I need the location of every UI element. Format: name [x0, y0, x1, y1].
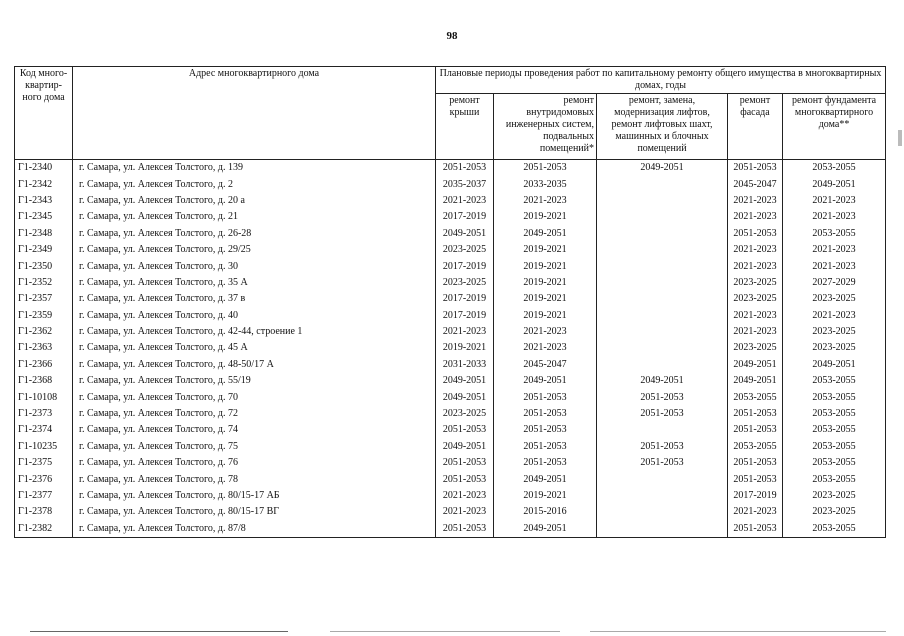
cell-roof: 2017-2019	[436, 258, 494, 274]
cell-facade: 2021-2023	[728, 504, 783, 520]
table-row	[15, 226, 886, 242]
header-row-top	[15, 67, 886, 94]
cell-roof: 2021-2023	[436, 488, 494, 504]
cell-address: г. Самара, ул. Алексея Толстого, д. 35 А	[73, 275, 436, 291]
cell-systems: 2019-2021	[494, 209, 597, 225]
cell-foundation: 2021-2023	[783, 308, 886, 324]
cell-code: Г1-2377	[15, 488, 73, 504]
cell-code: Г1-2375	[15, 455, 73, 471]
cell-roof: 2051-2053	[436, 471, 494, 487]
cell-address: г. Самара, ул. Алексея Толстого, д. 42-44, строение 1	[73, 324, 436, 340]
cell-foundation: 2049-2051	[783, 357, 886, 373]
header-address: Адрес многоквартирного дома	[73, 67, 436, 160]
cell-facade: 2017-2019	[728, 488, 783, 504]
cell-address: г. Самара, ул. Алексея Толстого, д. 45 А	[73, 340, 436, 356]
cell-code: Г1-2362	[15, 324, 73, 340]
cell-roof: 2023-2025	[436, 406, 494, 422]
cell-code: Г1-2348	[15, 226, 73, 242]
cell-roof: 2051-2053	[436, 160, 494, 177]
cell-lifts: 2051-2053	[597, 439, 728, 455]
cell-roof: 2019-2021	[436, 340, 494, 356]
cell-address: г. Самара, ул. Алексея Толстого, д. 21	[73, 209, 436, 225]
table-row	[15, 209, 886, 225]
cell-facade: 2051-2053	[728, 521, 783, 538]
table-row	[15, 340, 886, 356]
cell-address: г. Самара, ул. Алексея Толстого, д. 29/25	[73, 242, 436, 258]
cell-code: Г1-2345	[15, 209, 73, 225]
cell-roof: 2035-2037	[436, 176, 494, 192]
cell-foundation: 2023-2025	[783, 504, 886, 520]
cell-foundation: 2053-2055	[783, 422, 886, 438]
cell-lifts	[597, 422, 728, 438]
cell-address: г. Самара, ул. Алексея Толстого, д. 80/15-17 ВГ	[73, 504, 436, 520]
cell-code: Г1-10235	[15, 439, 73, 455]
header-systems: ремонт внутридомовых инженерных систем, подвальных помещений*	[494, 94, 597, 160]
cell-code: Г1-2373	[15, 406, 73, 422]
cell-roof: 2021-2023	[436, 193, 494, 209]
cell-code: Г1-2378	[15, 504, 73, 520]
cell-code: Г1-2357	[15, 291, 73, 307]
table-row	[15, 291, 886, 307]
cell-foundation: 2023-2025	[783, 291, 886, 307]
cell-lifts	[597, 258, 728, 274]
cell-lifts	[597, 308, 728, 324]
cell-facade: 2021-2023	[728, 193, 783, 209]
table-row	[15, 258, 886, 274]
cell-lifts	[597, 209, 728, 225]
cell-systems: 2051-2053	[494, 455, 597, 471]
table-row	[15, 504, 886, 520]
table-row	[15, 439, 886, 455]
cell-foundation: 2049-2051	[783, 176, 886, 192]
cell-foundation: 2053-2055	[783, 389, 886, 405]
cell-facade: 2021-2023	[728, 242, 783, 258]
table-row	[15, 193, 886, 209]
cell-facade: 2021-2023	[728, 209, 783, 225]
cell-lifts	[597, 193, 728, 209]
cell-facade: 2051-2053	[728, 406, 783, 422]
table-row	[15, 406, 886, 422]
cell-foundation: 2023-2025	[783, 340, 886, 356]
cell-roof: 2051-2053	[436, 455, 494, 471]
cell-systems: 2051-2053	[494, 389, 597, 405]
table-row	[15, 422, 886, 438]
cell-lifts	[597, 291, 728, 307]
header-facade: ремонт фасада	[728, 94, 783, 160]
cell-systems: 2019-2021	[494, 488, 597, 504]
cell-address: г. Самара, ул. Алексея Толстого, д. 74	[73, 422, 436, 438]
cell-facade: 2051-2053	[728, 160, 783, 177]
cell-address: г. Самара, ул. Алексея Толстого, д. 75	[73, 439, 436, 455]
cell-foundation: 2023-2025	[783, 488, 886, 504]
cell-systems: 2019-2021	[494, 275, 597, 291]
cell-facade: 2049-2051	[728, 373, 783, 389]
cell-foundation: 2053-2055	[783, 455, 886, 471]
table-row	[15, 373, 886, 389]
cell-systems: 2021-2023	[494, 193, 597, 209]
cell-facade: 2051-2053	[728, 455, 783, 471]
cell-lifts	[597, 242, 728, 258]
cell-facade: 2053-2055	[728, 389, 783, 405]
cell-lifts: 2051-2053	[597, 406, 728, 422]
cell-systems: 2049-2051	[494, 521, 597, 538]
cell-code: Г1-2366	[15, 357, 73, 373]
cell-lifts	[597, 226, 728, 242]
cell-code: Г1-2363	[15, 340, 73, 356]
cell-facade: 2021-2023	[728, 308, 783, 324]
cell-facade: 2021-2023	[728, 324, 783, 340]
footer-rule-right	[590, 631, 886, 632]
header-lifts: ремонт, замена, модернизация лифтов, ремонт лифтовых шахт, машинных и блочных помещений	[597, 94, 728, 160]
cell-code: Г1-2374	[15, 422, 73, 438]
cell-foundation: 2023-2025	[783, 324, 886, 340]
table-row	[15, 324, 886, 340]
footer-rule-left	[30, 631, 288, 632]
cell-address: г. Самара, ул. Алексея Толстого, д. 55/19	[73, 373, 436, 389]
cell-foundation: 2021-2023	[783, 242, 886, 258]
cell-address: г. Самара, ул. Алексея Толстого, д. 2	[73, 176, 436, 192]
cell-systems: 2019-2021	[494, 308, 597, 324]
header-foundation: ремонт фундамента многоквартирного дома**	[783, 94, 886, 160]
cell-systems: 2015-2016	[494, 504, 597, 520]
table-row	[15, 471, 886, 487]
cell-code: Г1-2368	[15, 373, 73, 389]
cell-roof: 2021-2023	[436, 504, 494, 520]
cell-address: г. Самара, ул. Алексея Толстого, д. 70	[73, 389, 436, 405]
cell-foundation: 2021-2023	[783, 209, 886, 225]
cell-systems: 2049-2051	[494, 226, 597, 242]
cell-code: Г1-2340	[15, 160, 73, 177]
table-row	[15, 275, 886, 291]
cell-address: г. Самара, ул. Алексея Толстого, д. 72	[73, 406, 436, 422]
cell-roof: 2049-2051	[436, 373, 494, 389]
cell-lifts	[597, 471, 728, 487]
cell-systems: 2049-2051	[494, 373, 597, 389]
cell-code: Г1-2376	[15, 471, 73, 487]
cell-code: Г1-2352	[15, 275, 73, 291]
table-row	[15, 488, 886, 504]
cell-code: Г1-2342	[15, 176, 73, 192]
cell-lifts: 2051-2053	[597, 389, 728, 405]
cell-lifts	[597, 521, 728, 538]
cell-address: г. Самара, ул. Алексея Толстого, д. 30	[73, 258, 436, 274]
cell-roof: 2031-2033	[436, 357, 494, 373]
cell-code: Г1-2359	[15, 308, 73, 324]
cell-lifts: 2051-2053	[597, 455, 728, 471]
cell-facade: 2051-2053	[728, 422, 783, 438]
cell-facade: 2051-2053	[728, 226, 783, 242]
cell-lifts	[597, 275, 728, 291]
table-row	[15, 455, 886, 471]
cell-systems: 2019-2021	[494, 258, 597, 274]
table-body	[15, 160, 886, 538]
cell-address: г. Самара, ул. Алексея Толстого, д. 26-28	[73, 226, 436, 242]
footer-rule-middle	[330, 631, 560, 632]
cell-foundation: 2027-2029	[783, 275, 886, 291]
cell-systems: 2019-2021	[494, 291, 597, 307]
cell-facade: 2021-2023	[728, 258, 783, 274]
table-row	[15, 521, 886, 538]
cell-roof: 2021-2023	[436, 324, 494, 340]
cell-foundation: 2053-2055	[783, 439, 886, 455]
header-roof: ремонт крыши	[436, 94, 494, 160]
cell-roof: 2051-2053	[436, 422, 494, 438]
header-periods: Плановые периоды проведения работ по капитальному ремонту общего имущества в многоквартирных домах, годы	[436, 67, 886, 94]
cell-systems: 2021-2023	[494, 324, 597, 340]
cell-roof: 2049-2051	[436, 439, 494, 455]
table-row	[15, 242, 886, 258]
cell-roof: 2023-2025	[436, 275, 494, 291]
cell-roof: 2023-2025	[436, 242, 494, 258]
cell-facade: 2045-2047	[728, 176, 783, 192]
cell-address: г. Самара, ул. Алексея Толстого, д. 87/8	[73, 521, 436, 538]
cell-roof: 2049-2051	[436, 226, 494, 242]
cell-lifts: 2049-2051	[597, 160, 728, 177]
cell-address: г. Самара, ул. Алексея Толстого, д. 48-50/17 А	[73, 357, 436, 373]
cell-lifts	[597, 488, 728, 504]
cell-facade: 2023-2025	[728, 340, 783, 356]
cell-roof: 2017-2019	[436, 308, 494, 324]
table-row	[15, 308, 886, 324]
table-row	[15, 357, 886, 373]
cell-lifts	[597, 340, 728, 356]
cell-facade: 2023-2025	[728, 275, 783, 291]
cell-roof: 2017-2019	[436, 209, 494, 225]
cell-facade: 2023-2025	[728, 291, 783, 307]
cell-lifts: 2049-2051	[597, 373, 728, 389]
cell-foundation: 2053-2055	[783, 406, 886, 422]
cell-address: г. Самара, ул. Алексея Толстого, д. 40	[73, 308, 436, 324]
cell-code: Г1-2343	[15, 193, 73, 209]
table-row	[15, 176, 886, 192]
cell-roof: 2051-2053	[436, 521, 494, 538]
repair-schedule-table	[14, 66, 886, 538]
cell-systems: 2051-2053	[494, 422, 597, 438]
cell-systems: 2019-2021	[494, 242, 597, 258]
cell-foundation: 2053-2055	[783, 373, 886, 389]
cell-code: Г1-2382	[15, 521, 73, 538]
cell-systems: 2051-2053	[494, 439, 597, 455]
cell-lifts	[597, 357, 728, 373]
cell-facade: 2051-2053	[728, 471, 783, 487]
cell-address: г. Самара, ул. Алексея Толстого, д. 78	[73, 471, 436, 487]
cell-foundation: 2053-2055	[783, 160, 886, 177]
cell-address: г. Самара, ул. Алексея Толстого, д. 139	[73, 160, 436, 177]
cell-systems: 2021-2023	[494, 340, 597, 356]
cell-facade: 2053-2055	[728, 439, 783, 455]
header-code: Код много-квартир-ного дома	[15, 67, 73, 160]
cell-lifts	[597, 176, 728, 192]
cell-foundation: 2021-2023	[783, 193, 886, 209]
cell-address: г. Самара, ул. Алексея Толстого, д. 80/15-17 АБ	[73, 488, 436, 504]
cell-foundation: 2053-2055	[783, 471, 886, 487]
cell-facade: 2049-2051	[728, 357, 783, 373]
cell-code: Г1-10108	[15, 389, 73, 405]
cell-systems: 2051-2053	[494, 160, 597, 177]
cell-lifts	[597, 324, 728, 340]
cell-lifts	[597, 504, 728, 520]
cell-foundation: 2053-2055	[783, 521, 886, 538]
cell-code: Г1-2349	[15, 242, 73, 258]
page-number: 98	[446, 30, 458, 42]
cell-foundation: 2053-2055	[783, 226, 886, 242]
cell-systems: 2045-2047	[494, 357, 597, 373]
cell-systems: 2033-2035	[494, 176, 597, 192]
scan-artifact	[898, 130, 902, 146]
cell-systems: 2051-2053	[494, 406, 597, 422]
cell-roof: 2017-2019	[436, 291, 494, 307]
cell-address: г. Самара, ул. Алексея Толстого, д. 20 а	[73, 193, 436, 209]
cell-roof: 2049-2051	[436, 389, 494, 405]
cell-address: г. Самара, ул. Алексея Толстого, д. 76	[73, 455, 436, 471]
table-row	[15, 160, 886, 177]
cell-systems: 2049-2051	[494, 471, 597, 487]
cell-foundation: 2021-2023	[783, 258, 886, 274]
cell-code: Г1-2350	[15, 258, 73, 274]
cell-address: г. Самара, ул. Алексея Толстого, д. 37 в	[73, 291, 436, 307]
table-row	[15, 389, 886, 405]
